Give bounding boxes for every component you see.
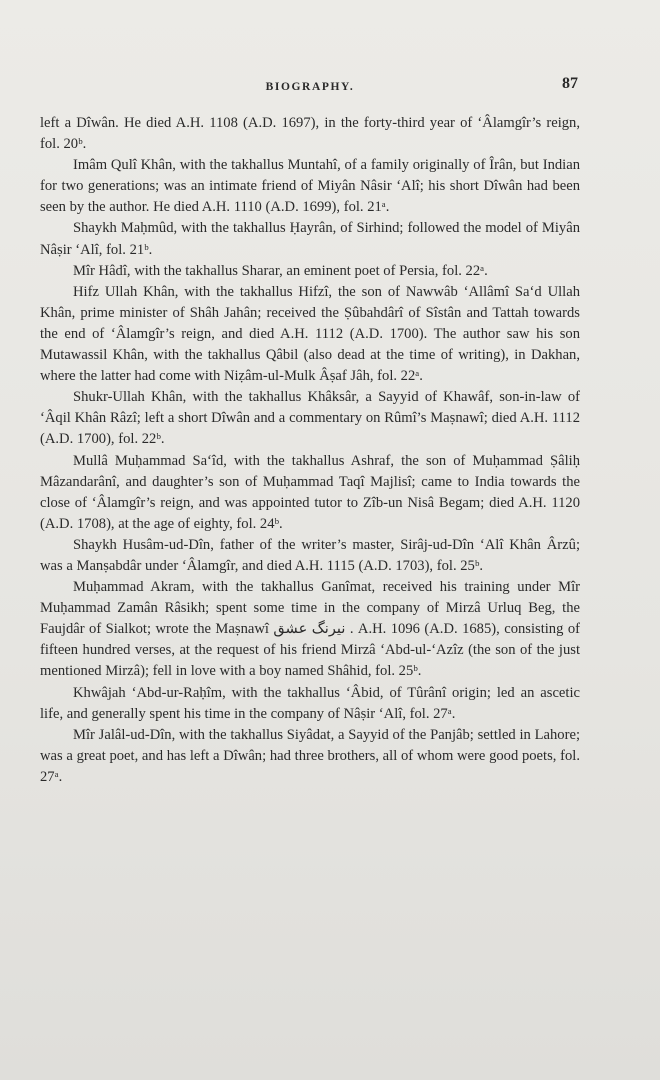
running-head [0,75,660,99]
entry-imam-quli-khan: Imâm Qulî Khân, with the takhallus Muntahî, of a family originally of Îrân, but Indian for two generations; was an intimate friend of Miyân Nâsir ‘Alî; his short Dîwân had been seen by the author. He died A.H. 1110 (A.D. 1699), fol. 21ᵃ. [40,157,580,216]
entry-shaykh-husam-ud-din: Shaykh Husâm-ud-Dîn, father of the writer’s master, Sirâj-ud-Dîn ‘Alî Khân Ârzû; was a Manṣabdâr under ‘Âlamgîr, and died A.H. 1115 (A.D. 1703), fol. 25ᵇ. [40,536,580,574]
entry-shaykh-mahmud: Shaykh Maḥmûd, with the takhallus Ḥayrân, of Sirhind; followed the model of Miyân Nâṣir ‘Alî, fol. 21ᵇ. [40,220,580,258]
running-head-title: BIOGRAPHY. [265,81,355,93]
entry-shukr-ullah-khan: Shukr-Ullah Khân, with the takhallus Khâksâr, a Sayyid of Khawâf, son-in-law of ‘Âqil Khân Râzî; left a short Dîwân and a commentary on Rûmî’s Maṣnawî; died A.H. 1112 (A.D. 1700), fol. 22ᵇ. [40,389,580,448]
entry-muhammad-akram: Muḥammad Akram, with the takhallus Ganîmat, received his training under Mîr Muḥammad Zamân Râsikh; spent some time in the company of Mirzâ Urluq Beg, the Faujdâr of Sialkot; wrote the Maṣnawî نیرنگ عشق . A.H. 1096 (A.D. 1685), consisting of fifteen hundred verses, at the request of his friend Mirzâ ‘Abd-ul-‘Azîz (the son of the just mentioned Mirzâ); fell in love with a boy named Shâhid, fol. 25ᵇ. [40,579,581,680]
paragraph-continuation: left a Dîwân. He died A.H. 1108 (A.D. 1697), in the forty-third year of ‘Âlamgîr’s reign, fol. 20ᵇ. [40,115,580,153]
page-number: 87 [562,75,578,92]
entry-mulla-muhammad-said: Mullâ Muḥammad Sa‘îd, with the takhallus Ashraf, the son of Muḥammad Ṣâliḥ Mâzandarânî, and daughter’s son of Muḥammad Taqî Majlisî; came to India towards the close of ‘Âlamgîr’s reign, and was appointed tutor to Zîb-un Nisâ Begam; died A.H. 1120 (A.D. 1708), at the age of eighty, fol. 24ᵇ. [40,452,580,532]
entry-mir-hadi: Mîr Hâdî, with the takhallus Sharar, an eminent poet of Persia, fol. 22ᵃ. [73,262,488,279]
body-text [40,113,580,788]
entry-hifz-ullah-khan: Hifz Ullah Khân, with the takhallus Hifzî, the son of Nawwâb ‘Allâmî Sa‘d Ullah Khân, prime minister of Shâh Jahân; received the Ṣûbahdârî of Sîstân and Tattah towards the end of ‘Âlamgîr’s reign, and died A.H. 1112 (A.D. 1700). The author saw his son Mutawassil Khân, with the takhallus Qâbil (also dead at the time of writing), in Dakhan, where the latter had come with Niẓâm-ul-Mulk Âṣaf Jâh, fol. 22ᵃ. [40,283,580,385]
entry-khwajah-abd-ur-rahim: Khwâjah ‘Abd-ur-Raḥîm, with the takhallus ‘Âbid, of Tûrânî origin; led an ascetic life, and generally spent his time in the company of Nâṣir ‘Alî, fol. 27ᵃ. [40,684,580,722]
entry-mir-jalal-ud-din: Mîr Jalâl-ud-Dîn, with the takhallus Siyâdat, a Sayyid of the Panjâb; settled in Lahore; was a great poet, and has left a Dîwân; had three brothers, all of whom were good poets, fol. 27ᵃ. [40,726,580,785]
